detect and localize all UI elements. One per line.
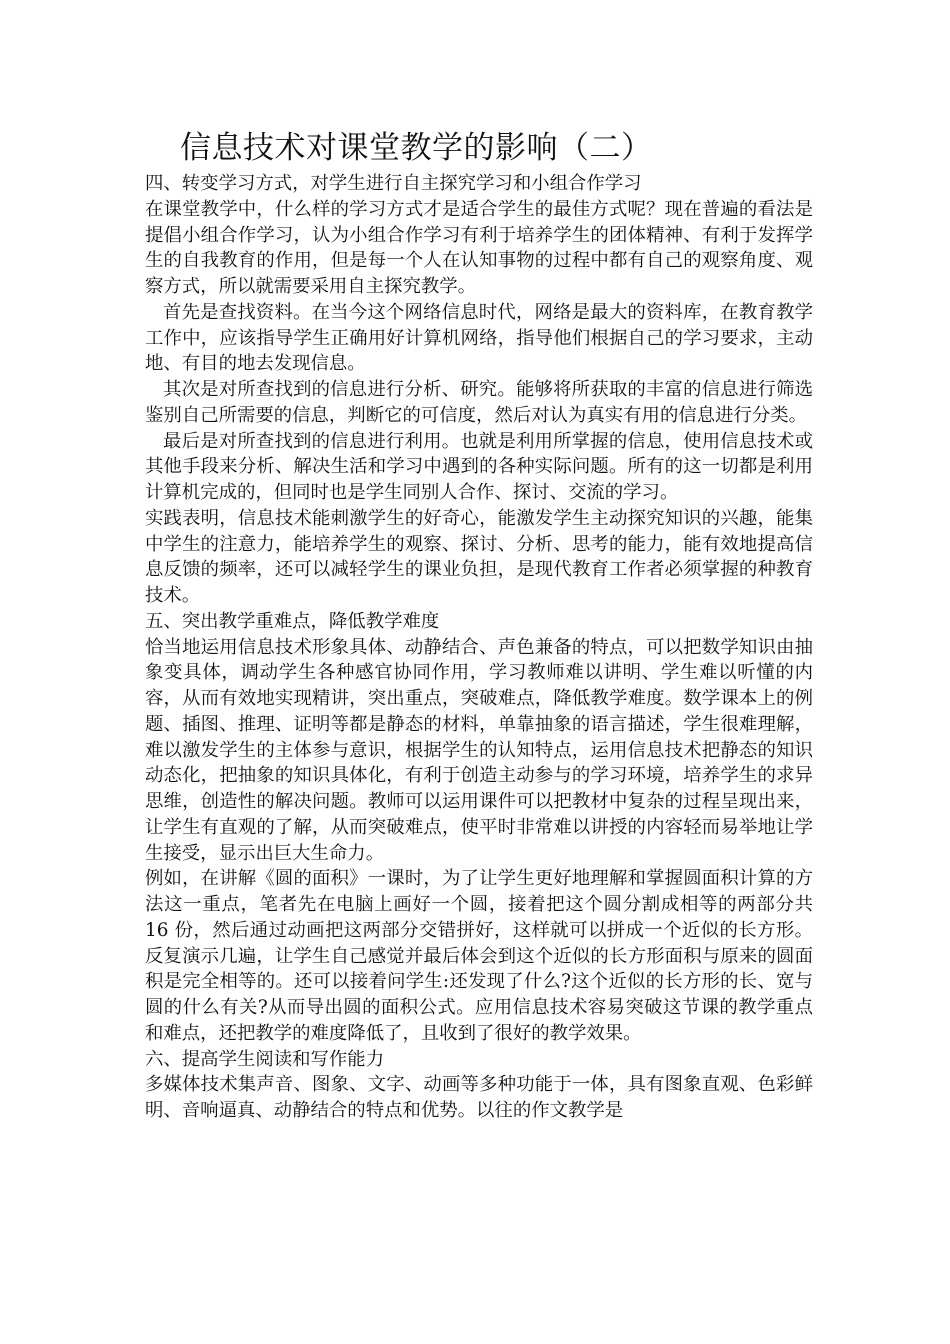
paragraph: 首先是查找资料。在当今这个网络信息时代，网络是最大的资料库，在教育教学工作中，应该指导学生正确用好计算机网络，指导他们根据自己的学习要求，主动地、有目的地去发现信息。 — [145, 301, 813, 375]
paragraph: 其次是对所查找到的信息进行分析、研究。能够将所获取的丰富的信息进行筛选鉴别自己所需要的信息，判断它的可信度，然后对认为真实有用的信息进行分类。 — [145, 379, 813, 426]
paragraph: 恰当地运用信息技术形象具体、动静结合、声色兼备的特点，可以把数学知识由抽象变具体，调动学生各种感官协同作用，学习教师难以讲明、学生难以听懂的内容，从而有效地实现精讲，突出重点，突破难点，降低教学难度。数学课本上的例题、插图、推理、证明等都是静态的材料，单靠抽象的语言描述，学生很难理解，难以激发学生的主体参与意识，根据学生的认知特点，运用信息技术把静态的知识动态化，把抽象的知识具体化，有利于创造主动参与的学习环境，培养学生的求异思维，创造性的解决问题。教师可以运用课件可以把教材中复杂的过程呈现出来，让学生有直观的了解，从而突破难点，使平时非常难以讲授的内容轻而易举地让学生接受，显示出巨大生命力。 — [145, 636, 813, 864]
section-heading-5: 五、突出教学重难点，降低教学难度 — [145, 610, 440, 632]
paragraph: 最后是对所查找到的信息进行利用。也就是利用所掌握的信息，使用信息技术或其他手段来分析、解决生活和学习中遇到的各种实际问题。所有的这一切都是利用计算机完成的，但同时也是学生同别人合作、探讨、交流的学习。 — [145, 430, 813, 503]
paragraph: 多媒体技术集声音、图象、文字、动画等多种功能于一体，具有图象直观、色彩鲜明、音响逼真、动静结合的特点和优势。以往的作文教学是 — [145, 1074, 813, 1121]
paragraph: 例如，在讲解《圆的面积》一课时，为了让学生更好地理解和掌握圆面积计算的方法这一重点，笔者先在电脑上画好一个圆，接着把这个圆分割成相等的两部分共 16 份，然后通过动画把这两部分交错拼好，这样就可以拼成一个近似的长方形。反复演示几遍，让学生自己感觉并最后体会到这个近似的长方形面积与原来的圆面积是完全相等的。还可以接着问学生:还发现了什么?这个近似的长方形的长、宽与圆的什么有关?从而导出圆的面积公式。应用信息技术容易突破这节课的教学重点和难点，还把教学的难度降低了，且收到了很好的教学效果。 — [145, 868, 813, 1044]
document-body — [145, 171, 813, 1124]
document-title: 信息技术对课堂教学的影响（二） — [180, 130, 653, 166]
section-heading-6: 六、提高学生阅读和写作能力 — [145, 1048, 385, 1070]
paragraph: 在课堂教学中，什么样的学习方式才是适合学生的最佳方式呢？现在普遍的看法是提倡小组合作学习，认为小组合作学习有利于培养学生的团体精神、有利于发挥学生的自我教育的作用，但是每一个人在认知事物的过程中都有自己的观察角度、观察方式，所以就需要采用自主探究教学。 — [145, 198, 813, 297]
section-heading-4: 四、转变学习方式，对学生进行自主探究学习和小组合作学习 — [145, 173, 642, 194]
paragraph: 实践表明，信息技术能刺激学生的好奇心，能激发学生主动探究知识的兴趣，能集中学生的注意力，能培养学生的观察、探讨、分析、思考的能力，能有效地提高信息反馈的频率，还可以减轻学生的课业负担，是现代教育工作者必须掌握的种教育技术。 — [145, 507, 813, 606]
